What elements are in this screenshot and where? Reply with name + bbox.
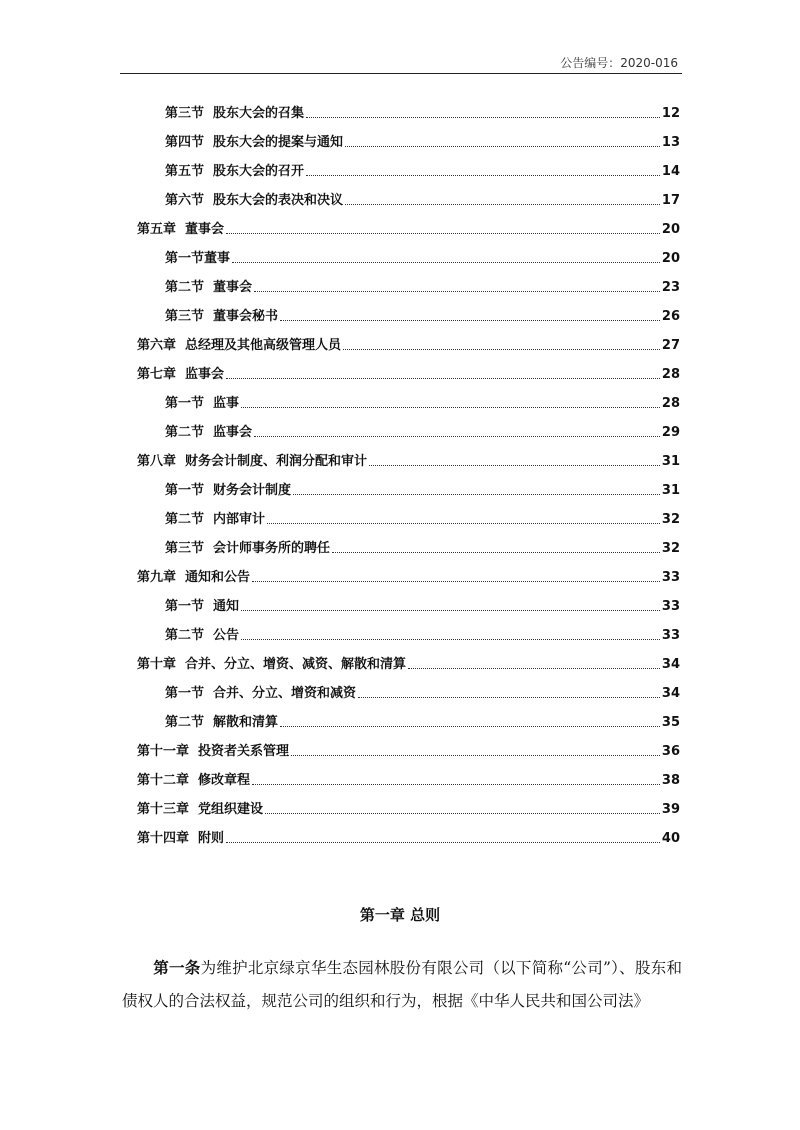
toc-entry-page-number: 23: [661, 280, 680, 295]
toc-entry-page-number: 32: [661, 541, 680, 556]
toc-entry-section[interactable]: [165, 472, 680, 500]
toc-entry-label: 第五章 董事会: [137, 222, 225, 237]
toc-entry-label: 第十三章 党组织建设: [137, 802, 264, 817]
toc-entry-page-number: 20: [661, 251, 680, 266]
toc-leader-dots: [293, 494, 660, 495]
toc-leader-dots: [241, 610, 660, 611]
toc-entry-chapter[interactable]: [137, 646, 680, 674]
toc-leader-dots: [252, 784, 660, 785]
toc-leader-dots: [232, 262, 660, 263]
toc-entry-section[interactable]: [165, 95, 680, 123]
header-rule: [120, 73, 682, 74]
toc-entry-section[interactable]: [165, 153, 680, 181]
announcement-number: 公告编号：2020-016: [560, 56, 678, 70]
toc-entry-label: 第十二章 修改章程: [137, 773, 251, 788]
toc-leader-dots: [280, 726, 660, 727]
toc-entry-label: 第二节 董事会: [165, 280, 253, 295]
toc-leader-dots: [280, 320, 660, 321]
toc-entry-page-number: 31: [661, 483, 680, 498]
toc-entry-page-number: 27: [661, 338, 680, 353]
toc-entry-label: 第十一章 投资者关系管理: [137, 744, 290, 759]
toc-entry-chapter[interactable]: [137, 327, 680, 355]
toc-leader-dots: [252, 581, 660, 582]
toc-entry-page-number: 12: [661, 106, 680, 121]
toc-entry-label: 第六节 股东大会的表决和决议: [165, 193, 344, 208]
toc-entry-chapter[interactable]: [137, 762, 680, 790]
toc-entry-section[interactable]: [165, 182, 680, 210]
toc-leader-dots: [332, 552, 660, 553]
toc-entry-page-number: 39: [661, 802, 680, 817]
toc-entry-label: 第六章 总经理及其他高级管理人员: [137, 338, 342, 353]
toc-entry-label: 第一节 监事: [165, 396, 240, 411]
toc-entry-page-number: 34: [661, 686, 680, 701]
toc-entry-section[interactable]: [165, 704, 680, 732]
toc-leader-dots: [241, 639, 660, 640]
toc-entry-section[interactable]: [165, 414, 680, 442]
toc-entry-chapter[interactable]: [137, 356, 680, 384]
toc-entry-section[interactable]: [165, 588, 680, 616]
toc-entry-page-number: 14: [661, 164, 680, 179]
toc-leader-dots: [254, 291, 660, 292]
toc-entry-label: 第五节 股东大会的召开: [165, 164, 305, 179]
toc-entry-label: 第三节 会计师事务所的聘任: [165, 541, 331, 556]
toc-leader-dots: [265, 813, 660, 814]
toc-entry-section[interactable]: [165, 501, 680, 529]
toc-entry-chapter[interactable]: [137, 791, 680, 819]
toc-entry-page-number: 28: [661, 396, 680, 411]
toc-entry-label: 第一节 合并、分立、增资和减资: [165, 686, 357, 701]
toc-entry-section[interactable]: [165, 530, 680, 558]
toc-leader-dots: [226, 842, 660, 843]
toc-entry-label: 第二节 内部审计: [165, 512, 266, 527]
toc-entry-chapter[interactable]: [137, 820, 680, 848]
article-number: 第一条: [153, 959, 201, 977]
chapter-title: 第一章 总则: [359, 906, 441, 924]
toc-entry-section[interactable]: [165, 240, 680, 268]
toc-entry-chapter[interactable]: [137, 211, 680, 239]
toc-leader-dots: [226, 233, 660, 234]
toc-entry-section[interactable]: [165, 269, 680, 297]
toc-leader-dots: [306, 175, 660, 176]
toc-entry-page-number: 33: [661, 599, 680, 614]
toc-entry-page-number: 20: [661, 222, 680, 237]
toc-entry-page-number: 26: [661, 309, 680, 324]
toc-entry-page-number: 34: [661, 657, 680, 672]
toc-leader-dots: [267, 523, 660, 524]
toc-entry-label: 第四节 股东大会的提案与通知: [165, 135, 344, 150]
toc-entry-page-number: 38: [661, 773, 680, 788]
toc-leader-dots: [345, 146, 660, 147]
toc-entry-page-number: 17: [661, 193, 680, 208]
toc-entry-label: 第八章 财务会计制度、利润分配和审计: [137, 454, 368, 469]
toc-entry-page-number: 33: [661, 570, 680, 585]
toc-leader-dots: [254, 436, 660, 437]
toc-entry-label: 第三节 股东大会的召集: [165, 106, 305, 121]
toc-entry-label: 第七章 监事会: [137, 367, 225, 382]
toc-entry-label: 第三节 董事会秘书: [165, 309, 279, 324]
article-paragraph: [122, 952, 682, 1018]
toc-entry-label: 第十章 合并、分立、增资、减资、解散和清算: [137, 657, 407, 672]
article-text: 为维护北京绿京华生态园林股份有限公司（以下简称“公司”）、股东和债权人的合法权益，规范公司的组织和行为，根据《中华人民共和国公司法》: [122, 959, 682, 1010]
toc-entry-page-number: 32: [661, 512, 680, 527]
toc-entry-page-number: 36: [661, 744, 680, 759]
toc-entry-chapter[interactable]: [137, 443, 680, 471]
toc-leader-dots: [343, 349, 660, 350]
toc-entry-label: 第二节 公告: [165, 628, 240, 643]
toc-entry-section[interactable]: [165, 298, 680, 326]
toc-leader-dots: [291, 755, 660, 756]
toc-entry-page-number: 28: [661, 367, 680, 382]
toc-entry-label: 第一节 通知: [165, 599, 240, 614]
toc-leader-dots: [408, 668, 660, 669]
toc-entry-page-number: 33: [661, 628, 680, 643]
toc-entry-label: 第一节董事: [165, 251, 231, 266]
toc-entry-section[interactable]: [165, 385, 680, 413]
toc-entry-label: 第一节 财务会计制度: [165, 483, 292, 498]
toc-entry-chapter[interactable]: [137, 733, 680, 761]
toc-leader-dots: [369, 465, 660, 466]
toc-entry-page-number: 13: [661, 135, 680, 150]
toc-entry-page-number: 31: [661, 454, 680, 469]
toc-leader-dots: [226, 378, 660, 379]
toc-entry-label: 第二节 监事会: [165, 425, 253, 440]
toc-leader-dots: [345, 204, 660, 205]
toc-entry-chapter[interactable]: [137, 559, 680, 587]
toc-leader-dots: [241, 407, 660, 408]
toc-entry-section[interactable]: [165, 124, 680, 152]
toc-entry-page-number: 29: [661, 425, 680, 440]
toc-entry-label: 第二节 解散和清算: [165, 715, 279, 730]
toc-entry-section[interactable]: [165, 617, 680, 645]
toc-leader-dots: [306, 117, 660, 118]
toc-entry-label: 第九章 通知和公告: [137, 570, 251, 585]
toc-entry-section[interactable]: [165, 675, 680, 703]
toc-leader-dots: [358, 697, 660, 698]
toc-entry-label: 第十四章 附则: [137, 831, 225, 846]
toc-entry-page-number: 35: [661, 715, 680, 730]
toc-entry-page-number: 40: [661, 831, 680, 846]
